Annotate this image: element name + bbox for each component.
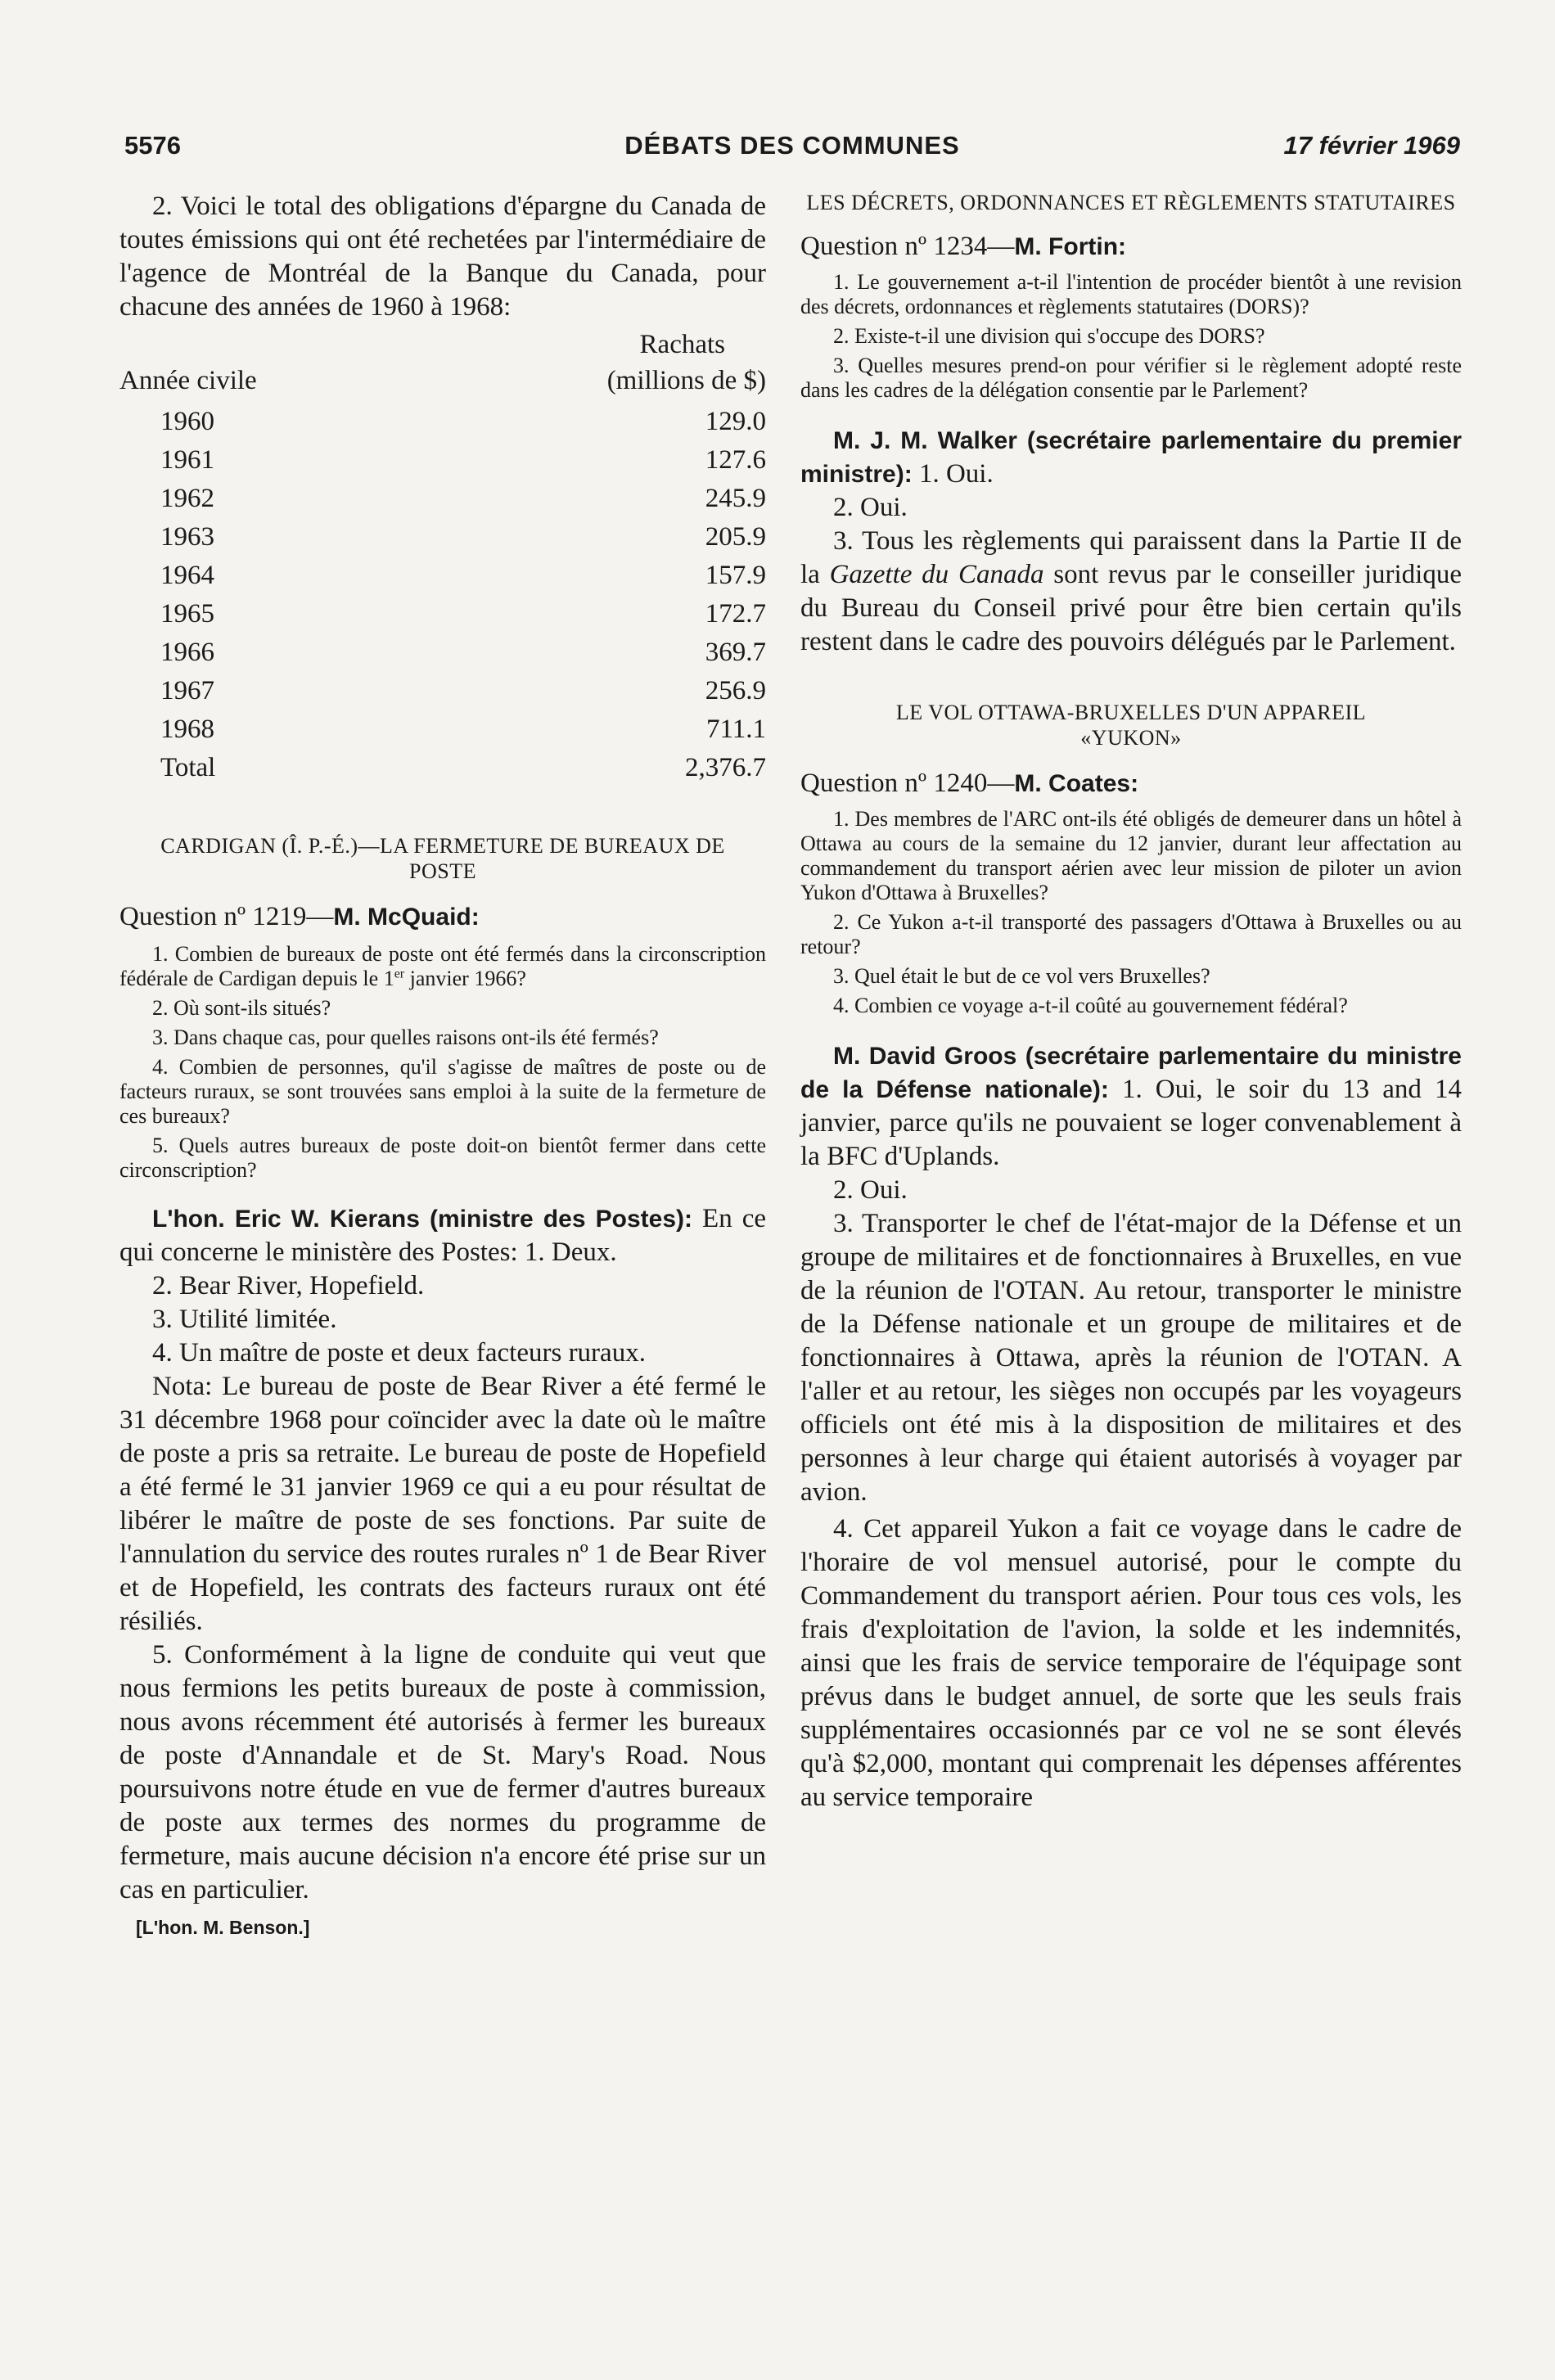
row-year: 1967 bbox=[160, 676, 214, 705]
table-total-row bbox=[119, 749, 766, 787]
total-value: 2,376.7 bbox=[685, 753, 766, 782]
question-item: 5. Quels autres bureaux de poste doit-on bientôt fermer dans cette circonscription? bbox=[119, 1134, 766, 1182]
page-header bbox=[124, 131, 1460, 167]
table-row bbox=[119, 595, 766, 633]
table-header bbox=[119, 326, 766, 398]
section-heading-cardigan: CARDIGAN (Î. P.-É.)—LA FERMETURE DE BUREAUX DE POSTE bbox=[160, 834, 725, 883]
answer-kierans bbox=[119, 1202, 766, 1269]
answer-text: 1. Oui. bbox=[918, 459, 994, 489]
q-text: 1. Combien de bureaux de poste ont été fermés dans la circonscription fédérale de Cardigan depuis le 1 bbox=[119, 942, 766, 990]
right-column bbox=[800, 190, 1462, 1814]
redemptions-table bbox=[119, 326, 766, 787]
question-item: 1. Des membres de l'ARC ont-ils été obligés de demeurer dans un hôtel à Ottawa au cours de la semaine du 12 janvier, durant leur affectation au commandement du transport aérien avec leur mission de piloter un avion Yukon d'Ottawa à Bruxelles? bbox=[800, 807, 1462, 904]
answer-speaker: M. J. M. Walker (secrétaire parlementaire du premier ministre): bbox=[800, 427, 1462, 488]
answer-text: 1. Oui, le soir du 13 and 14 janvier, parce qu'ils ne pouvaient se loger convenablement à la BFC d'Uplands. bbox=[800, 1075, 1462, 1171]
table-row bbox=[119, 672, 766, 710]
left-column bbox=[119, 190, 766, 1939]
answer-item: 3. Transporter le chef de l'état-major de la Défense et un groupe de militaires et de fonctionnaires à Bruxelles, en vue de la réunion de l'OTAN. Au retour, transporter le ministre de la Défense nationale et un groupe de militaires et de fonctionnaires à Ottawa, après la réunion de l'OTAN. A l'aller et au retour, les sièges non occupés par les voyageurs officiels ont été mis à la disposition de militaires et des personnes à leur charge qui étaient autorisés à voyager par avion. bbox=[800, 1209, 1462, 1507]
answer-item bbox=[800, 525, 1462, 659]
row-year: 1964 bbox=[160, 561, 214, 590]
bonds-intro: 2. Voici le total des obligations d'épargne du Canada de toutes émissions qui ont été rechetées par l'intermédiaire de l'agence de Montréal de la Banque du Canada, pour chacune des années de 1960 à 1968: bbox=[119, 192, 766, 322]
question-1219 bbox=[119, 900, 766, 934]
question-item: 2. Existe-t-il une division qui s'occupe des DORS? bbox=[833, 324, 1265, 348]
row-value: 157.9 bbox=[705, 561, 766, 590]
table-row bbox=[119, 403, 766, 441]
question-item: 4. Combien ce voyage a-t-il coûté au gouvernement fédéral? bbox=[833, 994, 1348, 1017]
row-value: 369.7 bbox=[705, 638, 766, 667]
answer-text: 3. Tous les règlements qui paraissent dans la Partie II de la bbox=[800, 526, 1462, 589]
publication-title: DÉBATS DES COMMUNES bbox=[624, 131, 960, 160]
section-heading-dors: LES DÉCRETS, ORDONNANCES ET RÈGLEMENTS STATUTAIRES bbox=[806, 191, 1456, 214]
answer-speaker: M. David Groos (secrétaire parlementaire du ministre de la Défense nationale): bbox=[800, 1043, 1462, 1103]
page-number: 5576 bbox=[124, 131, 181, 160]
question-member: M. McQuaid: bbox=[333, 904, 480, 931]
question-item: 3. Dans chaque cas, pour quelles raisons ont-ils été fermés? bbox=[152, 1025, 659, 1049]
question-number: Question nº 1234— bbox=[800, 232, 1015, 261]
row-year: 1968 bbox=[160, 714, 214, 744]
answer-item: 2. Bear River, Hopefield. bbox=[152, 1271, 425, 1300]
speaker-signoff: [L'hon. M. Benson.] bbox=[136, 1917, 310, 1938]
question-member: M. Fortin: bbox=[1014, 233, 1127, 260]
row-year: 1966 bbox=[160, 638, 214, 667]
row-value: 205.9 bbox=[705, 522, 766, 552]
publication-date: 17 février 1969 bbox=[1283, 131, 1460, 160]
row-value: 172.7 bbox=[705, 599, 766, 629]
table-row bbox=[119, 518, 766, 557]
answer-speaker: L'hon. Eric W. Kierans (ministre des Postes): bbox=[152, 1206, 692, 1233]
q-text: janvier 1966? bbox=[404, 967, 526, 990]
question-number: Question nº 1219— bbox=[119, 902, 334, 931]
row-value: 245.9 bbox=[705, 484, 766, 513]
table-row bbox=[119, 480, 766, 518]
row-value: 129.0 bbox=[705, 407, 766, 436]
question-item: 2. Où sont-ils situés? bbox=[152, 996, 331, 1020]
answer-item: 5. Conformément à la ligne de conduite qui veut que nous fermions les petits bureaux de poste à commission, nous avons récemment été autorisés à fermer les bureaux de poste d'Annandale et de St. Mary's Road. Nous poursuivons notre étude en vue de fermer d'autres bureaux de poste aux termes des normes du programme de fermeture, mais aucune décision n'a encore été prise sur un cas en particulier. bbox=[119, 1640, 766, 1904]
question-1234 bbox=[800, 230, 1462, 264]
answer-text: sont revus par le conseiller juridique du Bureau du Conseil privé pour être bien certain qu'ils restent dans le cadre des pouvoirs délégués par le Parlement. bbox=[800, 560, 1462, 656]
row-value: 711.1 bbox=[705, 714, 766, 744]
table-row bbox=[119, 557, 766, 595]
question-item: 3. Quelles mesures prend-on pour vérifier si le règlement adopté reste dans les cadres de la délégation consentie par le Parlement? bbox=[800, 354, 1462, 402]
question-item: 3. Quel était le but de ce vol vers Bruxelles? bbox=[833, 964, 1210, 988]
row-year: 1963 bbox=[160, 522, 214, 552]
row-year: 1962 bbox=[160, 484, 214, 513]
answer-item: 3. Utilité limitée. bbox=[152, 1305, 337, 1334]
q-sup: er bbox=[394, 967, 405, 981]
publication-name: Gazette du Canada bbox=[829, 560, 1044, 589]
col-header-unit: (millions de $) bbox=[606, 366, 766, 395]
row-value: 256.9 bbox=[705, 676, 766, 705]
answer-item: 4. Cet appareil Yukon a fait ce voyage dans le cadre de l'horaire de vol mensuel autorisé, pour le compte du Commandement du transport aérien. Pour tous ces vols, les frais d'exploitation de l'avion, la solde et les indemnités, ainsi que les frais de service temporaire de l'équipage sont prévus dans le budget annuel, de sorte que les seuls frais supplémentaires occasionnés par ce vol ne se sont élevés qu'à $2,000, montant qui comprenait les dépenses afférentes au service temporaire bbox=[800, 1514, 1462, 1812]
answer-text: En ce qui concerne le ministère des Postes: 1. Deux. bbox=[119, 1204, 767, 1267]
row-value: 127.6 bbox=[705, 445, 766, 475]
table-row bbox=[119, 441, 766, 480]
row-year: 1965 bbox=[160, 599, 214, 629]
question-item: 2. Ce Yukon a-t-il transporté des passagers d'Ottawa à Bruxelles ou au retour? bbox=[800, 910, 1462, 958]
row-year: 1960 bbox=[160, 407, 214, 436]
question-member: M. Coates: bbox=[1014, 770, 1139, 797]
answer-item: 2. Oui. bbox=[833, 493, 908, 522]
answer-item: 2. Oui. bbox=[833, 1175, 908, 1205]
question-number: Question nº 1240— bbox=[800, 769, 1015, 798]
answer-walker bbox=[800, 424, 1462, 491]
answer-nota: Nota: Le bureau de poste de Bear River a été fermé le 31 décembre 1968 pour coïncider avec la date où le maître de poste a pris sa retraite. Le bureau de poste de Hopefield a été fermé le 31 janvier 1969 ce qui a eu pour résultat de libérer le maître de poste de ses fonctions. Par suite de l'annulation du service des routes rurales nº 1 de Bear River et de Hopefield, les contrats des facteurs ruraux ont été résiliés. bbox=[119, 1372, 766, 1636]
question-1240 bbox=[800, 767, 1462, 800]
table-row bbox=[119, 633, 766, 672]
col-header-year: Année civile bbox=[119, 366, 257, 395]
table-row bbox=[119, 710, 766, 749]
answer-item: 4. Un maître de poste et deux facteurs ruraux. bbox=[152, 1338, 646, 1368]
question-item bbox=[119, 942, 766, 991]
col-header-redemptions: Rachats bbox=[639, 330, 725, 359]
question-item: 4. Combien de personnes, qu'il s'agisse de maîtres de poste ou de facteurs ruraux, se sont trouvées sans emploi à la suite de la fermeture de ces bureaux? bbox=[119, 1055, 766, 1128]
section-heading-yukon: LE VOL OTTAWA-BRUXELLES D'UN APPAREIL «YUKON» bbox=[895, 701, 1367, 750]
total-label: Total bbox=[160, 753, 216, 782]
question-item: 1. Le gouvernement a-t-il l'intention de procéder bientôt à une revision des décrets, ordonnances et règlements statutaires (DORS)? bbox=[800, 270, 1462, 318]
answer-groos bbox=[800, 1039, 1462, 1174]
row-year: 1961 bbox=[160, 445, 214, 475]
